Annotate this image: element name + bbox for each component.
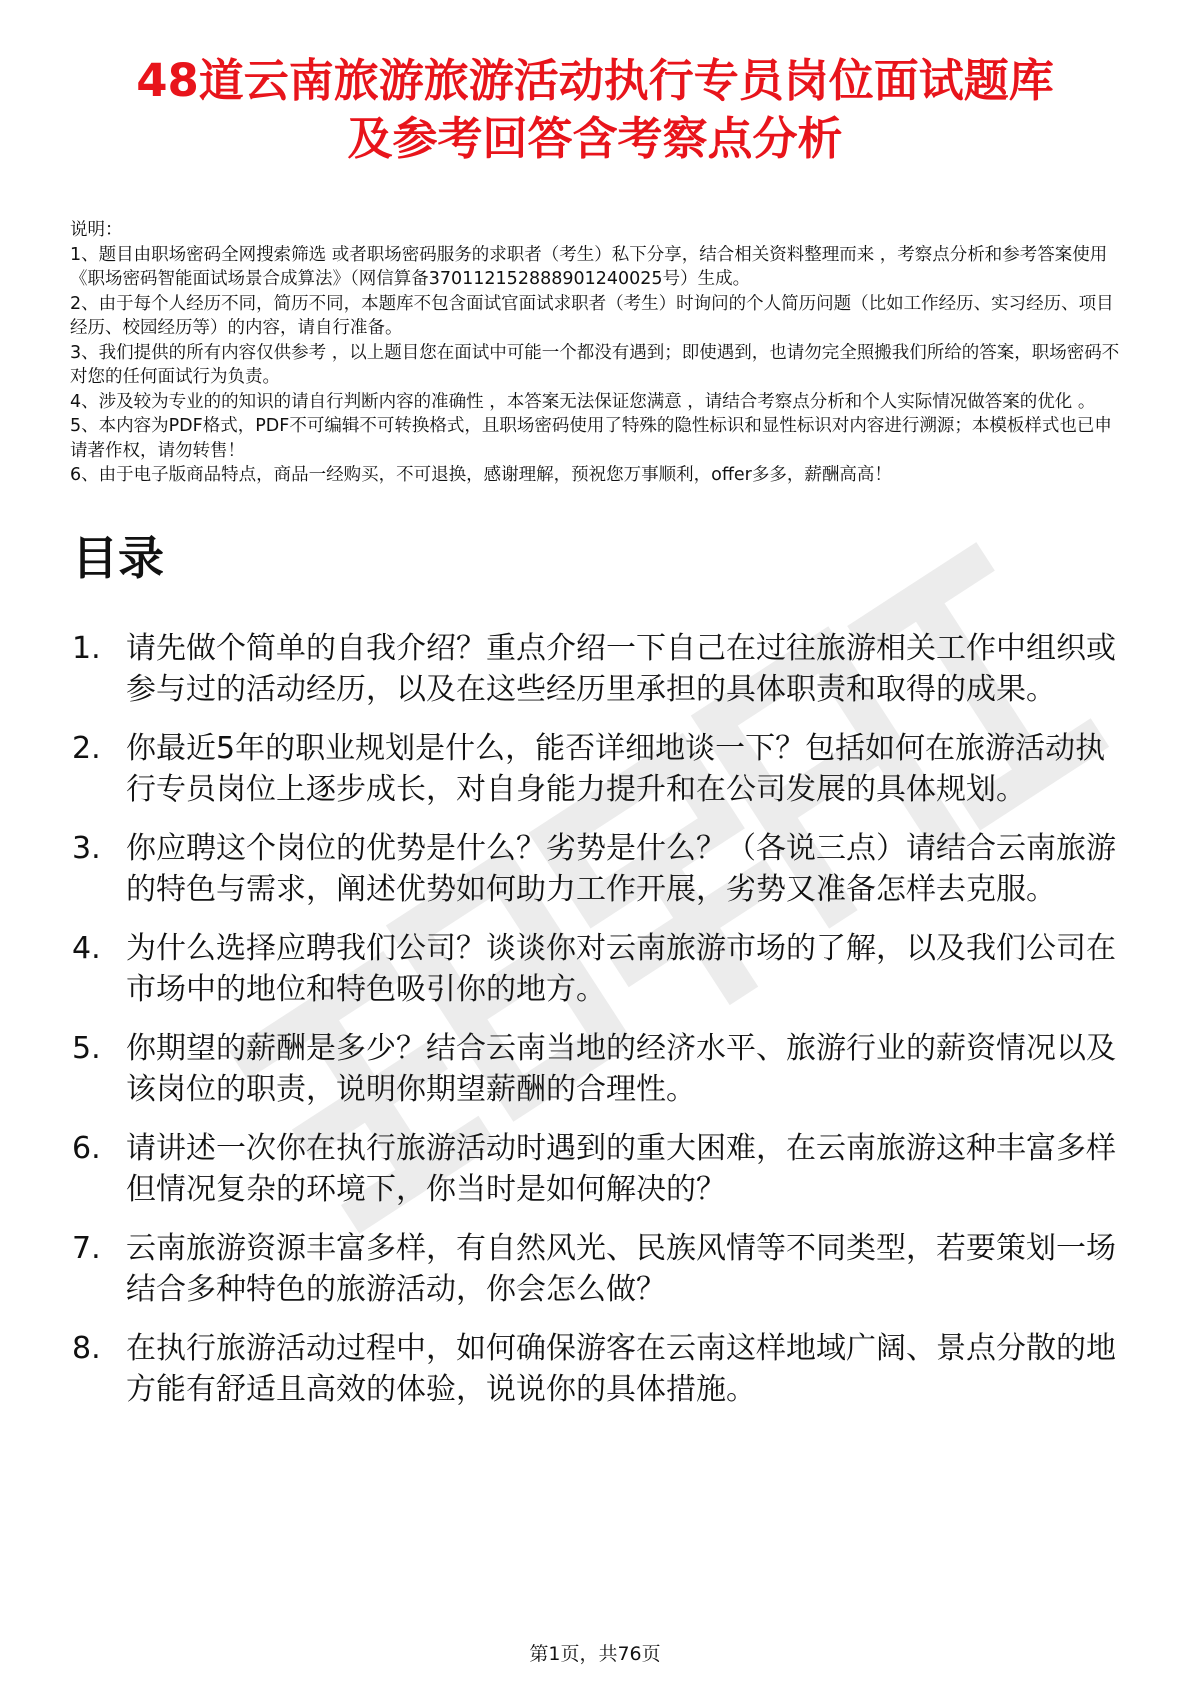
toc-item-text: 请先做个简单的自我介绍？重点介绍一下自己在过往旅游相关工作中组织或参与过的活动经历，以及在这些经历里承担的具体职责和取得的成果。 bbox=[126, 630, 1116, 707]
toc-item-number: 6. bbox=[72, 1130, 101, 1166]
toc-item[interactable] bbox=[72, 1228, 1122, 1310]
note-item-6: 6、由于电子版商品特点，商品一经购买，不可退换，感谢理解，预祝您万事顺利，offer多多，薪酬高高！ bbox=[70, 465, 892, 485]
toc-item-text: 你应聘这个岗位的优势是什么？劣势是什么？（各说三点）请结合云南旅游的特色与需求，阐述优势如何助力工作开展，劣势又准备怎样去克服。 bbox=[126, 830, 1116, 907]
toc-item[interactable] bbox=[72, 1028, 1122, 1110]
toc-item[interactable] bbox=[72, 1128, 1122, 1210]
toc-item-number: 1. bbox=[72, 630, 101, 666]
note-heading: 说明： bbox=[70, 220, 123, 240]
toc-item[interactable] bbox=[72, 1328, 1122, 1410]
disclaimer-notes bbox=[70, 218, 1122, 488]
table-of-contents bbox=[72, 628, 1122, 1410]
note-item-5: 5、本内容为PDF格式，PDF不可编辑不可转换格式，且职场密码使用了特殊的隐性标识和显性标识对内容进行溯源；本模板样式也已申请著作权，请勿转售！ bbox=[70, 416, 1112, 461]
toc-item-text: 你期望的薪酬是多少？结合云南当地的经济水平、旅游行业的薪资情况以及该岗位的职责，说明你期望薪酬的合理性。 bbox=[126, 1030, 1116, 1107]
toc-item-text: 为什么选择应聘我们公司？谈谈你对云南旅游市场的了解，以及我们公司在市场中的地位和特色吸引你的地方。 bbox=[126, 930, 1116, 1007]
note-item-1: 1、题目由职场密码全网搜索筛选 或者职场密码服务的求职者（考生）私下分享，结合相关资料整理而来 ，考察点分析和参考答案使用《职场密码智能面试场景合成算法》（网信算备370112152888901240025号）生成。 bbox=[70, 244, 1108, 289]
toc-item-text: 请讲述一次你在执行旅游活动时遇到的重大困难，在云南旅游这种丰富多样但情况复杂的环境下，你当时是如何解决的？ bbox=[126, 1130, 1116, 1207]
toc-item[interactable] bbox=[72, 828, 1122, 910]
note-item-4: 4、涉及较为专业的的知识的请自行判断内容的准确性 ，本答案无法保证您满意 ，请结合考察点分析和个人实际情况做答案的优化 。 bbox=[70, 391, 1096, 412]
note-item-2: 2、由于每个人经历不同，简历不同，本题库不包含面试官面试求职者（考生）时询问的个人简历问题（比如工作经历、实习经历、项目经历、校园经历等）的内容，请自行准备。 bbox=[70, 293, 1114, 338]
toc-item[interactable] bbox=[72, 728, 1122, 810]
toc-item-number: 4. bbox=[72, 930, 101, 966]
title-line-2: 及参考回答含考察点分析 bbox=[347, 112, 843, 165]
toc-item-number: 7. bbox=[72, 1230, 101, 1266]
toc-item-text: 云南旅游资源丰富多样，有自然风光、民族风情等不同类型，若要策划一场结合多种特色的旅游活动，你会怎么做？ bbox=[126, 1230, 1116, 1307]
toc-item[interactable] bbox=[72, 928, 1122, 1010]
note-item-3: 3、我们提供的所有内容仅供参考 ，以上题目您在面试中可能一个都没有遇到；即使遇到，也请勿完全照搬我们所给的答案，职场密码不对您的任何面试行为负责。 bbox=[70, 342, 1120, 387]
toc-item-text: 在执行旅游活动过程中，如何确保游客在云南这样地域广阔、景点分散的地方能有舒适且高效的体验，说说你的具体措施。 bbox=[126, 1330, 1116, 1407]
toc-item-number: 3. bbox=[72, 830, 101, 866]
page-footer: 第1页，共76页 bbox=[529, 1643, 661, 1665]
toc-item-number: 8. bbox=[72, 1330, 101, 1366]
toc-item[interactable] bbox=[72, 628, 1122, 710]
toc-item-number: 2. bbox=[72, 730, 101, 766]
toc-item-text: 你最近5年的职业规划是什么，能否详细地谈一下？包括如何在旅游活动执行专员岗位上逐步成长，对自身能力提升和在公司发展的具体规划。 bbox=[126, 730, 1106, 807]
title-line-1: 48道云南旅游旅游活动执行专员岗位面试题库 bbox=[136, 54, 1054, 107]
document-title bbox=[0, 0, 1190, 168]
toc-item-number: 5. bbox=[72, 1030, 101, 1066]
toc-heading: 目录 bbox=[72, 530, 164, 585]
